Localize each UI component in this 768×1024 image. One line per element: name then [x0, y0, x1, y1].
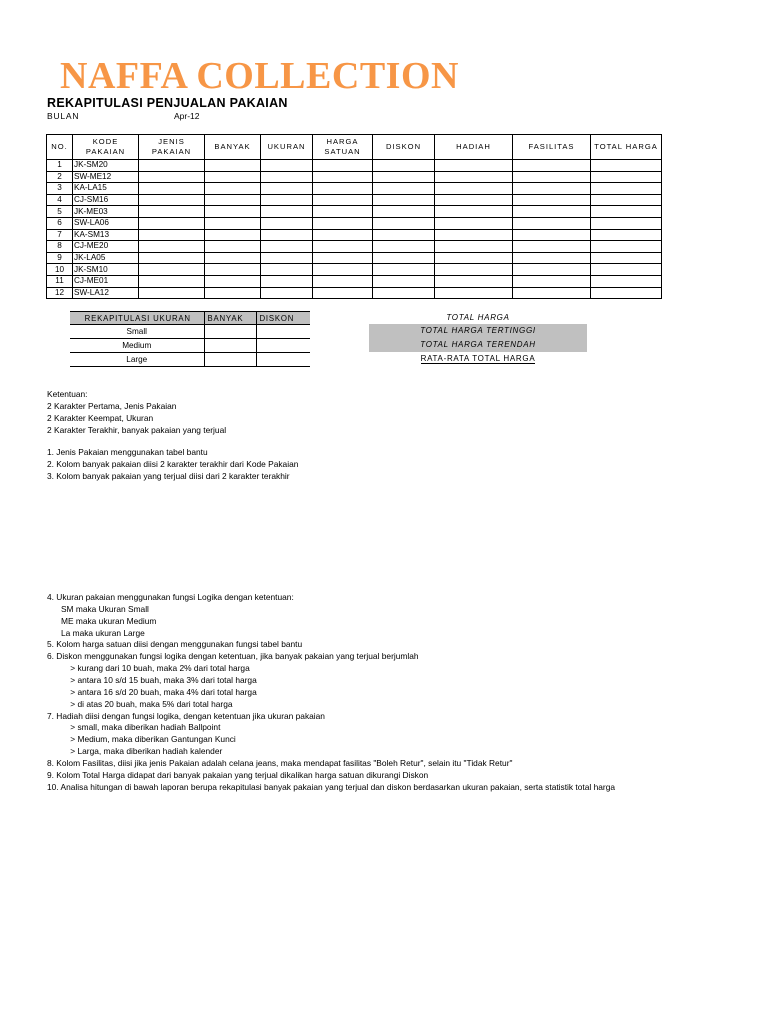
- table-row: [47, 217, 662, 229]
- stat-rata-rata-label: RATA-RATA TOTAL HARGA: [420, 354, 536, 363]
- kode-pakaian-cell[interactable]: JK-SM20: [73, 160, 139, 172]
- empty-cell[interactable]: [139, 229, 205, 241]
- empty-cell[interactable]: [513, 206, 591, 218]
- empty-cell[interactable]: [513, 194, 591, 206]
- empty-cell[interactable]: [513, 160, 591, 172]
- empty-cell[interactable]: [261, 275, 313, 287]
- empty-cell[interactable]: [513, 183, 591, 195]
- empty-cell[interactable]: [139, 160, 205, 172]
- empty-cell[interactable]: [373, 264, 435, 276]
- recap-cell[interactable]: [256, 353, 310, 367]
- kode-pakaian-cell[interactable]: KA-SM13: [73, 229, 139, 241]
- empty-cell[interactable]: [139, 287, 205, 299]
- empty-cell[interactable]: [313, 217, 373, 229]
- empty-cell[interactable]: [513, 217, 591, 229]
- empty-cell[interactable]: [261, 241, 313, 253]
- empty-cell[interactable]: [373, 194, 435, 206]
- empty-cell[interactable]: [591, 217, 662, 229]
- empty-cell[interactable]: [513, 287, 591, 299]
- note-line: La maka ukuran Large: [47, 627, 145, 638]
- col-header: KODE PAKAIAN: [73, 135, 139, 160]
- empty-cell[interactable]: [261, 264, 313, 276]
- table-row: [47, 241, 662, 253]
- row-number: 2: [47, 171, 73, 183]
- empty-cell[interactable]: [435, 252, 513, 264]
- kode-pakaian-cell[interactable]: SW-LA12: [73, 287, 139, 299]
- empty-cell[interactable]: [139, 264, 205, 276]
- empty-cell[interactable]: [513, 171, 591, 183]
- row-number: 5: [47, 206, 73, 218]
- empty-cell[interactable]: [591, 171, 662, 183]
- note-line: > antara 10 s/d 15 buah, maka 3% dari total harga: [47, 674, 257, 685]
- table-row: [47, 229, 662, 241]
- kode-pakaian-cell[interactable]: CJ-ME01: [73, 275, 139, 287]
- table-row: [47, 252, 662, 264]
- empty-cell[interactable]: [313, 160, 373, 172]
- empty-cell[interactable]: [205, 275, 261, 287]
- empty-cell[interactable]: [591, 252, 662, 264]
- col-header: HADIAH: [435, 135, 513, 160]
- recap-col-header: REKAPITULASI UKURAN: [70, 312, 204, 325]
- recap-cell[interactable]: [256, 339, 310, 353]
- recap-header-row: [70, 312, 310, 325]
- empty-cell[interactable]: [435, 194, 513, 206]
- empty-cell[interactable]: [313, 264, 373, 276]
- brand-title: NAFFA COLLECTION: [60, 55, 459, 97]
- empty-cell[interactable]: [435, 183, 513, 195]
- empty-cell[interactable]: [373, 252, 435, 264]
- recap-size-label: Small: [70, 325, 204, 339]
- note-line: 6. Diskon menggunakan fungsi logika dengan ketentuan, jika banyak pakaian yang terjual berjumlah: [47, 651, 419, 662]
- empty-cell[interactable]: [591, 275, 662, 287]
- col-header: BANYAK: [205, 135, 261, 160]
- note-line: > Medium, maka diberikan Gantungan Kunci: [47, 734, 236, 745]
- empty-cell[interactable]: [513, 275, 591, 287]
- note-line: 4. Ukuran pakaian menggunakan fungsi Logika dengan ketentuan:: [47, 592, 294, 602]
- col-header: DISKON: [373, 135, 435, 160]
- empty-cell[interactable]: [373, 275, 435, 287]
- empty-cell[interactable]: [513, 264, 591, 276]
- kode-pakaian-cell[interactable]: CJ-SM16: [73, 194, 139, 206]
- note-line: SM maka Ukuran Small: [47, 603, 149, 614]
- empty-cell[interactable]: [591, 160, 662, 172]
- empty-cell[interactable]: [313, 252, 373, 264]
- empty-cell[interactable]: [591, 206, 662, 218]
- empty-cell[interactable]: [435, 217, 513, 229]
- note-line: 10. Analisa hitungan di bawah laporan berupa rekapitulasi banyak pakaian yang terjual dan diskon berdasarkan ukuran pakaian, serta statistik total harga: [47, 781, 616, 792]
- empty-cell[interactable]: [373, 160, 435, 172]
- empty-cell[interactable]: [435, 264, 513, 276]
- empty-cell[interactable]: [205, 160, 261, 172]
- kode-pakaian-cell[interactable]: JK-SM10: [73, 264, 139, 276]
- empty-cell[interactable]: [261, 252, 313, 264]
- empty-cell[interactable]: [261, 206, 313, 218]
- note-line: 2. Kolom banyak pakaian diisi 2 karakter terakhir dari Kode Pakaian: [47, 459, 299, 469]
- empty-cell[interactable]: [205, 229, 261, 241]
- empty-cell[interactable]: [139, 171, 205, 183]
- empty-cell[interactable]: [313, 229, 373, 241]
- col-header: HARGA SATUAN: [313, 135, 373, 160]
- empty-cell[interactable]: [313, 171, 373, 183]
- empty-cell[interactable]: [373, 241, 435, 253]
- table-row: [47, 183, 662, 195]
- kode-pakaian-cell[interactable]: JK-ME03: [73, 206, 139, 218]
- empty-cell[interactable]: [591, 229, 662, 241]
- table-row: [47, 287, 662, 299]
- note-line: ME maka ukuran Medium: [47, 615, 157, 626]
- kode-pakaian-cell[interactable]: SW-ME12: [73, 171, 139, 183]
- empty-cell[interactable]: [435, 160, 513, 172]
- recap-size-label: Medium: [70, 339, 204, 353]
- empty-cell[interactable]: [435, 206, 513, 218]
- empty-cell[interactable]: [139, 252, 205, 264]
- sales-table: [46, 134, 662, 299]
- empty-cell[interactable]: [205, 171, 261, 183]
- recap-row: [70, 353, 310, 367]
- row-number: 12: [47, 287, 73, 299]
- row-number: 10: [47, 264, 73, 276]
- empty-cell[interactable]: [205, 206, 261, 218]
- empty-cell[interactable]: [261, 160, 313, 172]
- empty-cell[interactable]: [373, 287, 435, 299]
- kode-pakaian-cell[interactable]: CJ-ME20: [73, 241, 139, 253]
- note-line: 3. Kolom banyak pakaian yang terjual diisi dari 2 karakter terakhir: [47, 471, 290, 481]
- note-line: 2 Karakter Pertama, Jenis Pakaian: [47, 401, 177, 411]
- note-line: 2 Karakter Keempat, Ukuran: [47, 413, 154, 423]
- kode-pakaian-cell[interactable]: JK-LA05: [73, 252, 139, 264]
- note-line: > Larga, maka diberikan hadiah kalender: [47, 746, 223, 757]
- empty-cell[interactable]: [205, 194, 261, 206]
- empty-cell[interactable]: [435, 171, 513, 183]
- empty-cell[interactable]: [261, 171, 313, 183]
- kode-pakaian-cell[interactable]: SW-LA06: [73, 217, 139, 229]
- empty-cell[interactable]: [513, 241, 591, 253]
- empty-cell[interactable]: [373, 206, 435, 218]
- col-header: TOTAL HARGA: [591, 135, 662, 160]
- note-line: > small, maka diberikan hadiah Ballpoint: [47, 722, 221, 733]
- recap-cell[interactable]: [256, 325, 310, 339]
- empty-cell[interactable]: [313, 287, 373, 299]
- recap-cell[interactable]: [204, 325, 256, 339]
- empty-cell[interactable]: [261, 194, 313, 206]
- stat-total-terendah: TOTAL HARGA TERENDAH: [369, 338, 587, 352]
- table-row: [47, 171, 662, 183]
- report-title: REKAPITULASI PENJUALAN PAKAIAN: [47, 96, 288, 110]
- empty-cell[interactable]: [313, 206, 373, 218]
- col-header: JENIS PAKAIAN: [139, 135, 205, 160]
- stat-rata-rata: [369, 352, 587, 366]
- table-header-row: [47, 135, 662, 160]
- empty-cell[interactable]: [139, 275, 205, 287]
- empty-cell[interactable]: [261, 229, 313, 241]
- row-number: 8: [47, 241, 73, 253]
- empty-cell[interactable]: [205, 217, 261, 229]
- recap-row: [70, 339, 310, 353]
- empty-cell[interactable]: [591, 264, 662, 276]
- empty-cell[interactable]: [373, 229, 435, 241]
- empty-cell[interactable]: [261, 287, 313, 299]
- note-line: 7. Hadiah diisi dengan fungsi logika, dengan ketentuan jika ukuran pakaian: [47, 710, 325, 721]
- empty-cell[interactable]: [591, 241, 662, 253]
- notes-title: Ketentuan:: [47, 389, 88, 399]
- table-row: [47, 160, 662, 172]
- empty-cell[interactable]: [435, 229, 513, 241]
- row-number: 9: [47, 252, 73, 264]
- table-row: [47, 194, 662, 206]
- empty-cell[interactable]: [591, 194, 662, 206]
- empty-cell[interactable]: [139, 194, 205, 206]
- empty-cell[interactable]: [373, 217, 435, 229]
- col-header: NO.: [47, 135, 73, 160]
- month-label: BULAN: [47, 111, 80, 121]
- size-recap-table: [70, 311, 310, 367]
- note-line: 9. Kolom Total Harga didapat dari banyak pakaian yang terjual dikalikan harga satuan dikurangi Diskon: [47, 769, 429, 780]
- row-number: 6: [47, 217, 73, 229]
- row-number: 7: [47, 229, 73, 241]
- empty-cell[interactable]: [139, 206, 205, 218]
- empty-cell[interactable]: [591, 183, 662, 195]
- recap-row: [70, 325, 310, 339]
- empty-cell[interactable]: [435, 287, 513, 299]
- empty-cell[interactable]: [313, 241, 373, 253]
- stat-total-harga: TOTAL HARGA: [446, 313, 510, 322]
- empty-cell[interactable]: [513, 229, 591, 241]
- row-number: 4: [47, 194, 73, 206]
- empty-cell[interactable]: [261, 183, 313, 195]
- note-line: > kurang dari 10 buah, maka 2% dari total harga: [47, 663, 250, 674]
- note-line: 8. Kolom Fasilitas, diisi jika jenis Pakaian adalah celana jeans, maka mendapat fasilitas "Boleh Retur", selain itu "Tidak Retur": [47, 757, 513, 768]
- empty-cell[interactable]: [205, 241, 261, 253]
- empty-cell[interactable]: [435, 275, 513, 287]
- empty-cell[interactable]: [435, 241, 513, 253]
- empty-cell[interactable]: [513, 252, 591, 264]
- empty-cell[interactable]: [373, 183, 435, 195]
- stat-total-tertinggi: TOTAL HARGA TERTINGGI: [369, 324, 587, 338]
- note-line: 1. Jenis Pakaian menggunakan tabel bantu: [47, 447, 208, 457]
- row-number: 1: [47, 160, 73, 172]
- empty-cell[interactable]: [373, 171, 435, 183]
- note-line: > antara 16 s/d 20 buah, maka 4% dari total harga: [47, 686, 257, 697]
- empty-cell[interactable]: [205, 252, 261, 264]
- month-value: Apr-12: [174, 111, 200, 121]
- row-number: 3: [47, 183, 73, 195]
- recap-cell[interactable]: [204, 339, 256, 353]
- empty-cell[interactable]: [313, 194, 373, 206]
- recap-col-header: BANYAK: [204, 312, 256, 325]
- empty-cell[interactable]: [205, 183, 261, 195]
- col-header: FASILITAS: [513, 135, 591, 160]
- note-line: 5. Kolom harga satuan diisi dengan menggunakan fungsi tabel bantu: [47, 639, 303, 650]
- kode-pakaian-cell[interactable]: KA-LA15: [73, 183, 139, 195]
- table-row: [47, 206, 662, 218]
- recap-cell[interactable]: [204, 353, 256, 367]
- col-header: UKURAN: [261, 135, 313, 160]
- recap-col-header: DISKON: [256, 312, 310, 325]
- empty-cell[interactable]: [205, 287, 261, 299]
- table-row: [47, 275, 662, 287]
- empty-cell[interactable]: [313, 275, 373, 287]
- empty-cell[interactable]: [591, 287, 662, 299]
- empty-cell[interactable]: [261, 217, 313, 229]
- empty-cell[interactable]: [139, 241, 205, 253]
- note-line: > di atas 20 buah, maka 5% dari total harga: [47, 698, 233, 709]
- empty-cell[interactable]: [139, 183, 205, 195]
- note-line: 2 Karakter Terakhir, banyak pakaian yang terjual: [47, 425, 227, 435]
- empty-cell[interactable]: [205, 264, 261, 276]
- empty-cell[interactable]: [313, 183, 373, 195]
- row-number: 11: [47, 275, 73, 287]
- table-row: [47, 264, 662, 276]
- empty-cell[interactable]: [139, 217, 205, 229]
- recap-size-label: Large: [70, 353, 204, 367]
